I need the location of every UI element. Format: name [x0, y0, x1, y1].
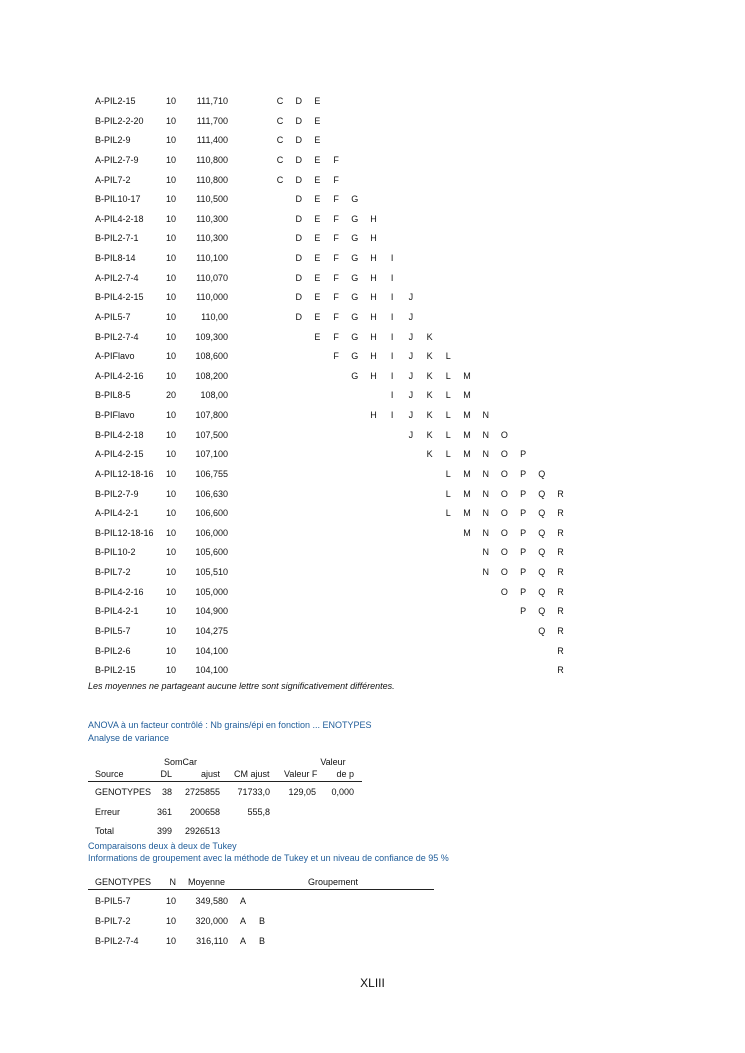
sample-size: 10	[165, 916, 176, 926]
group-letter: R	[557, 508, 564, 519]
sample-size: 10	[165, 645, 176, 656]
group-letter: J	[408, 311, 414, 322]
genotype-name: A-PIFlavo	[95, 351, 135, 362]
mean-value: 105,600	[195, 547, 228, 558]
group-letter: Q	[538, 586, 546, 597]
header-somcar-line2: ajust	[200, 769, 220, 779]
group-letter: K	[426, 370, 433, 381]
group-letter: I	[390, 311, 394, 322]
genotype-name: A-PIL7-2	[95, 174, 131, 185]
group-letter: P	[520, 586, 527, 597]
genotype-name: B-PIL10-2	[95, 547, 136, 558]
mean-value: 106,000	[195, 527, 228, 538]
group-letter: D	[295, 272, 302, 283]
group-letter: E	[314, 253, 321, 264]
group-letter: L	[445, 410, 451, 421]
group-letter: M	[463, 449, 471, 460]
group-letter: O	[500, 567, 508, 578]
group-letter: K	[426, 390, 433, 401]
group-letter: I	[390, 390, 394, 401]
group-letter: H	[370, 370, 377, 381]
group-letter: R	[557, 665, 564, 676]
group-letter: F	[333, 272, 339, 283]
group-letter: I	[390, 370, 394, 381]
group-letter: D	[295, 213, 302, 224]
group-letter: K	[426, 351, 433, 362]
sample-size: 10	[165, 253, 176, 264]
mean-value: 110,300	[196, 213, 228, 224]
group-letter: D	[295, 115, 302, 126]
group-letter: I	[390, 272, 394, 283]
group-letter: F	[333, 331, 339, 342]
genotype-name: A-PIL4-2-18	[95, 213, 144, 224]
group-letter: E	[314, 154, 321, 165]
mean-value: 110,800	[196, 154, 228, 165]
sample-size: 10	[165, 488, 176, 499]
group-letter: R	[557, 527, 564, 538]
group-letter: N	[482, 449, 489, 460]
sample-size: 10	[165, 410, 176, 421]
group-letter: J	[408, 429, 414, 440]
group-letter: L	[445, 468, 451, 479]
group-letter: F	[333, 351, 339, 362]
group-letter: J	[408, 410, 414, 421]
group-letter: N	[482, 527, 489, 538]
group-letter: Q	[538, 626, 546, 636]
anova-row-p: 0,000	[331, 787, 354, 797]
group-letter: I	[390, 292, 394, 303]
group-letter: H	[370, 272, 377, 283]
mean-value: 104,275	[195, 626, 228, 636]
group-letter: N	[482, 468, 489, 479]
mean-value: 110,00	[201, 311, 228, 322]
mean-value: 108,600	[195, 351, 228, 362]
sample-size: 10	[165, 547, 176, 558]
group-letter: O	[500, 449, 508, 460]
group-letter: P	[520, 567, 527, 578]
group-letter: D	[295, 233, 302, 244]
group-letter: A	[239, 916, 246, 926]
group-letter: D	[295, 253, 302, 264]
genotype-name: A-PIL2-7-4	[95, 272, 139, 283]
mean-value: 104,100	[195, 645, 228, 656]
group-letter: L	[445, 351, 451, 362]
anova-title: ANOVA à un facteur contrôlé : Nb grains/épi en fonction ... ENOTYPES	[88, 720, 372, 730]
group-letter: J	[408, 331, 414, 342]
header-valeur-line1: Valeur	[320, 757, 346, 767]
group-letter: H	[370, 311, 377, 322]
mean-value: 107,800	[195, 410, 228, 421]
mean-value: 109,300	[195, 331, 228, 342]
group-letter: Q	[538, 508, 546, 519]
genotype-name: A-PIL5-7	[95, 311, 131, 322]
group-letter: H	[370, 410, 377, 421]
anova-row-dl: 38	[161, 787, 172, 797]
mean-value: 110,000	[196, 292, 228, 303]
group-letter: E	[314, 174, 321, 185]
group-letter: G	[351, 233, 359, 244]
group-letter: R	[557, 645, 564, 656]
mean-value: 108,200	[195, 370, 228, 381]
header-dl: DL	[160, 769, 172, 779]
group-letter: M	[463, 410, 471, 421]
anova-row-dl: 399	[156, 826, 172, 836]
group-letter: C	[276, 174, 284, 185]
genotype-name: A-PIL4-2-16	[95, 370, 144, 381]
header-n: N	[169, 877, 176, 887]
mean-value: 110,500	[196, 194, 228, 205]
group-letter: R	[557, 488, 564, 499]
genotype-name: B-PIL2-6	[95, 645, 131, 656]
group-letter: E	[314, 96, 321, 106]
genotype-name: B-PIL2-7-4	[95, 936, 139, 946]
header-cm: CM ajust	[234, 769, 270, 779]
group-letter: Q	[538, 606, 546, 617]
group-letter: F	[333, 213, 339, 224]
group-letter: L	[445, 390, 451, 401]
group-letter: D	[295, 135, 302, 146]
sample-size: 10	[165, 626, 176, 636]
sample-size: 10	[165, 468, 176, 479]
genotype-name: B-PIL4-2-1	[95, 606, 139, 617]
group-letter: R	[557, 626, 564, 636]
group-letter: G	[351, 370, 359, 381]
group-letter: H	[370, 292, 377, 303]
mean-value: 106,755	[195, 468, 228, 479]
group-letter: R	[557, 606, 564, 617]
variance-title: Analyse de variance	[88, 733, 170, 743]
mean-value: 320,000	[195, 916, 228, 926]
group-letter: F	[333, 233, 339, 244]
group-letter: K	[426, 449, 433, 460]
group-letter: R	[557, 567, 564, 578]
group-letter: M	[463, 468, 471, 479]
sample-size: 10	[165, 351, 176, 362]
group-letter: H	[370, 253, 377, 264]
group-letter: M	[463, 508, 471, 519]
group-letter: E	[314, 272, 321, 283]
group-letter: O	[500, 488, 508, 499]
group-letter: H	[370, 213, 377, 224]
sample-size: 10	[165, 936, 176, 946]
mean-value: 106,630	[195, 488, 228, 499]
sample-size: 10	[165, 331, 176, 342]
group-letter: O	[500, 429, 508, 440]
mean-value: 111,400	[196, 135, 228, 146]
group-letter: E	[314, 331, 321, 342]
sample-size: 10	[165, 115, 176, 126]
group-letter: N	[482, 488, 489, 499]
group-letter: D	[295, 311, 302, 322]
mean-value: 110,300	[196, 233, 228, 244]
group-letter: F	[333, 311, 339, 322]
group-letter: O	[500, 527, 508, 538]
genotype-name: A-PIL2-7-9	[95, 154, 139, 165]
sample-size: 20	[165, 390, 176, 401]
group-letter: I	[390, 351, 394, 362]
group-letter: H	[370, 233, 377, 244]
page-number: XLIII	[360, 976, 385, 990]
mean-value: 104,100	[195, 665, 228, 676]
group-letter: Q	[538, 468, 546, 479]
header-f: Valeur F	[284, 769, 318, 779]
genotype-name: A-PIL12-18-16	[95, 468, 154, 479]
genotype-name: B-PIL2-7-4	[95, 331, 139, 342]
group-letter: P	[520, 449, 527, 460]
group-letter: F	[333, 253, 339, 264]
header-p-line2: de p	[336, 769, 354, 779]
group-table-rule	[88, 889, 434, 890]
group-letter: M	[463, 527, 471, 538]
genotype-name: B-PIL2-7-1	[95, 233, 139, 244]
group-letter: N	[482, 508, 489, 519]
anova-row-somcar: 2725855	[184, 787, 220, 797]
group-letter: G	[351, 292, 359, 303]
group-letter: N	[482, 567, 489, 578]
group-letter: G	[351, 351, 359, 362]
sample-size: 10	[165, 370, 176, 381]
group-letter: P	[520, 606, 527, 617]
mean-value: 108,00	[200, 390, 228, 401]
genotype-name: B-PIL2-2-20	[95, 115, 144, 126]
genotype-name: A-PIL2-15	[95, 96, 136, 106]
group-letter: E	[314, 213, 321, 224]
genotype-name: B-PIFlavo	[95, 410, 135, 421]
group-letter: G	[351, 253, 359, 264]
group-letter: Q	[538, 567, 546, 578]
anova-row-source: Total	[95, 826, 115, 836]
group-letter: O	[500, 508, 508, 519]
mean-value: 110,070	[196, 272, 228, 283]
group-letter: E	[314, 135, 321, 146]
mean-value: 107,100	[195, 449, 228, 460]
group-letter: Q	[538, 547, 546, 558]
group-letter: I	[390, 253, 394, 264]
group-letter: L	[445, 488, 451, 499]
group-letter: G	[351, 331, 359, 342]
group-letter: C	[276, 96, 284, 106]
anova-row-cm: 71733,0	[237, 787, 270, 797]
genotype-name: B-PIL5-7	[95, 626, 131, 636]
group-letter: E	[314, 233, 321, 244]
sample-size: 10	[165, 311, 176, 322]
genotype-name: B-PIL2-9	[95, 135, 131, 146]
mean-value: 111,700	[196, 115, 228, 126]
sample-size: 10	[165, 292, 176, 303]
group-letter: J	[408, 351, 414, 362]
anova-row-source: GENOTYPES	[95, 787, 152, 797]
header-somcar-line1: SomCar	[163, 757, 197, 767]
anova-row-source: Erreur	[95, 807, 121, 817]
group-letter: B	[258, 916, 265, 926]
group-letter: O	[500, 468, 508, 479]
sample-size: 10	[165, 606, 176, 617]
mean-value: 106,600	[195, 508, 228, 519]
header-groupement: Groupement	[308, 877, 359, 887]
header-moyenne: Moyenne	[188, 877, 226, 887]
group-letter: P	[520, 488, 527, 499]
significance-note: Les moyennes ne partageant aucune lettre sont significativement différentes.	[88, 681, 395, 691]
group-letter: C	[276, 135, 284, 146]
mean-value: 104,900	[195, 606, 228, 617]
tukey-info: Informations de groupement avec la méthode de Tukey et un niveau de confiance de 95 %	[88, 853, 449, 863]
group-letter: N	[482, 547, 489, 558]
sample-size: 10	[165, 194, 176, 205]
group-letter: M	[463, 488, 471, 499]
sample-size: 10	[165, 449, 176, 460]
group-letter: C	[276, 154, 284, 165]
group-letter: E	[314, 292, 321, 303]
sample-size: 10	[165, 96, 176, 106]
header-source: Source	[95, 769, 124, 779]
group-letter: G	[351, 272, 359, 283]
genotype-name: B-PIL7-2	[95, 567, 131, 578]
group-letter: H	[370, 331, 377, 342]
group-letter: B	[258, 936, 265, 946]
genotype-name: B-PIL2-7-9	[95, 488, 139, 499]
group-letter: L	[445, 449, 451, 460]
mean-value: 105,510	[195, 567, 228, 578]
group-letter: M	[463, 390, 471, 401]
anova-row-f: 129,05	[288, 787, 316, 797]
group-letter: L	[445, 508, 451, 519]
group-letter: J	[408, 370, 414, 381]
anova-row-dl: 361	[156, 807, 172, 817]
group-letter: O	[500, 547, 508, 558]
group-letter: E	[314, 115, 321, 126]
group-letter: F	[333, 174, 339, 185]
tukey-comparisons-title: Comparaisons deux à deux de Tukey	[88, 841, 237, 851]
sample-size: 10	[165, 567, 176, 578]
genotype-name: A-PIL4-2-1	[95, 508, 139, 519]
group-letter: H	[370, 351, 377, 362]
group-letter: C	[276, 115, 284, 126]
group-letter: N	[482, 410, 489, 421]
sample-size: 10	[165, 135, 176, 146]
group-letter: J	[408, 292, 414, 303]
group-letter: Q	[538, 488, 546, 499]
anova-row-somcar: 200658	[189, 807, 220, 817]
group-letter: N	[482, 429, 489, 440]
sample-size: 10	[165, 174, 176, 185]
anova-row-somcar: 2926513	[184, 826, 220, 836]
anova-row-cm: 555,8	[247, 807, 270, 817]
group-letter: P	[520, 547, 527, 558]
header-genotypes: GENOTYPES	[95, 877, 152, 887]
genotype-name: B-PIL4-2-18	[95, 429, 144, 440]
sample-size: 10	[165, 272, 176, 283]
mean-value: 111,710	[196, 96, 228, 106]
genotype-name: B-PIL8-14	[95, 253, 136, 264]
mean-value: 110,800	[196, 174, 228, 185]
group-letter: L	[445, 429, 451, 440]
genotype-name: B-PIL2-15	[95, 665, 136, 676]
group-letter: O	[500, 586, 508, 597]
group-letter: D	[295, 292, 302, 303]
group-letter: I	[390, 410, 394, 421]
group-letter: I	[390, 331, 394, 342]
group-letter: Q	[538, 527, 546, 538]
group-letter: K	[426, 410, 433, 421]
genotype-name: B-PIL4-2-16	[95, 586, 144, 597]
sample-size: 10	[165, 527, 176, 538]
sample-size: 10	[165, 233, 176, 244]
mean-value: 316,110	[196, 936, 228, 946]
genotype-name: A-PIL4-2-15	[95, 449, 144, 460]
genotype-name: B-PIL5-7	[95, 896, 131, 906]
sample-size: 10	[165, 896, 176, 906]
group-letter: E	[314, 194, 321, 205]
mean-value: 110,100	[196, 253, 228, 264]
sample-size: 10	[165, 665, 176, 676]
group-letter: G	[351, 213, 359, 224]
group-letter: F	[333, 194, 339, 205]
group-letter: D	[295, 194, 302, 205]
group-letter: M	[463, 429, 471, 440]
group-letter: G	[351, 311, 359, 322]
group-letter: J	[408, 390, 414, 401]
genotype-name: B-PIL12-18-16	[95, 527, 154, 538]
genotype-name: B-PIL10-17	[95, 194, 141, 205]
sample-size: 10	[165, 508, 176, 519]
group-letter: D	[295, 174, 302, 185]
sample-size: 10	[165, 154, 176, 165]
group-letter: P	[520, 527, 527, 538]
group-letter: E	[314, 311, 321, 322]
group-letter: K	[426, 429, 433, 440]
group-letter: G	[351, 194, 359, 205]
group-letter: K	[426, 331, 433, 342]
group-letter: R	[557, 586, 564, 597]
group-letter: L	[445, 370, 451, 381]
group-letter: P	[520, 468, 527, 479]
group-letter: A	[239, 896, 246, 906]
group-letter: F	[333, 154, 339, 165]
group-letter: F	[333, 292, 339, 303]
sample-size: 10	[165, 586, 176, 597]
group-letter: P	[520, 508, 527, 519]
genotype-name: B-PIL8-5	[95, 390, 131, 401]
group-letter: D	[295, 96, 302, 106]
mean-value: 105,000	[195, 586, 228, 597]
group-letter: R	[557, 547, 564, 558]
sample-size: 10	[165, 429, 176, 440]
genotype-name: B-PIL7-2	[95, 916, 131, 926]
mean-value: 107,500	[195, 429, 228, 440]
anova-header-rule	[88, 781, 362, 782]
mean-value: 349,580	[195, 896, 228, 906]
genotype-name: B-PIL4-2-15	[95, 292, 144, 303]
group-letter: A	[239, 936, 246, 946]
sample-size: 10	[165, 213, 176, 224]
group-letter: M	[463, 370, 471, 381]
group-letter: D	[295, 154, 302, 165]
